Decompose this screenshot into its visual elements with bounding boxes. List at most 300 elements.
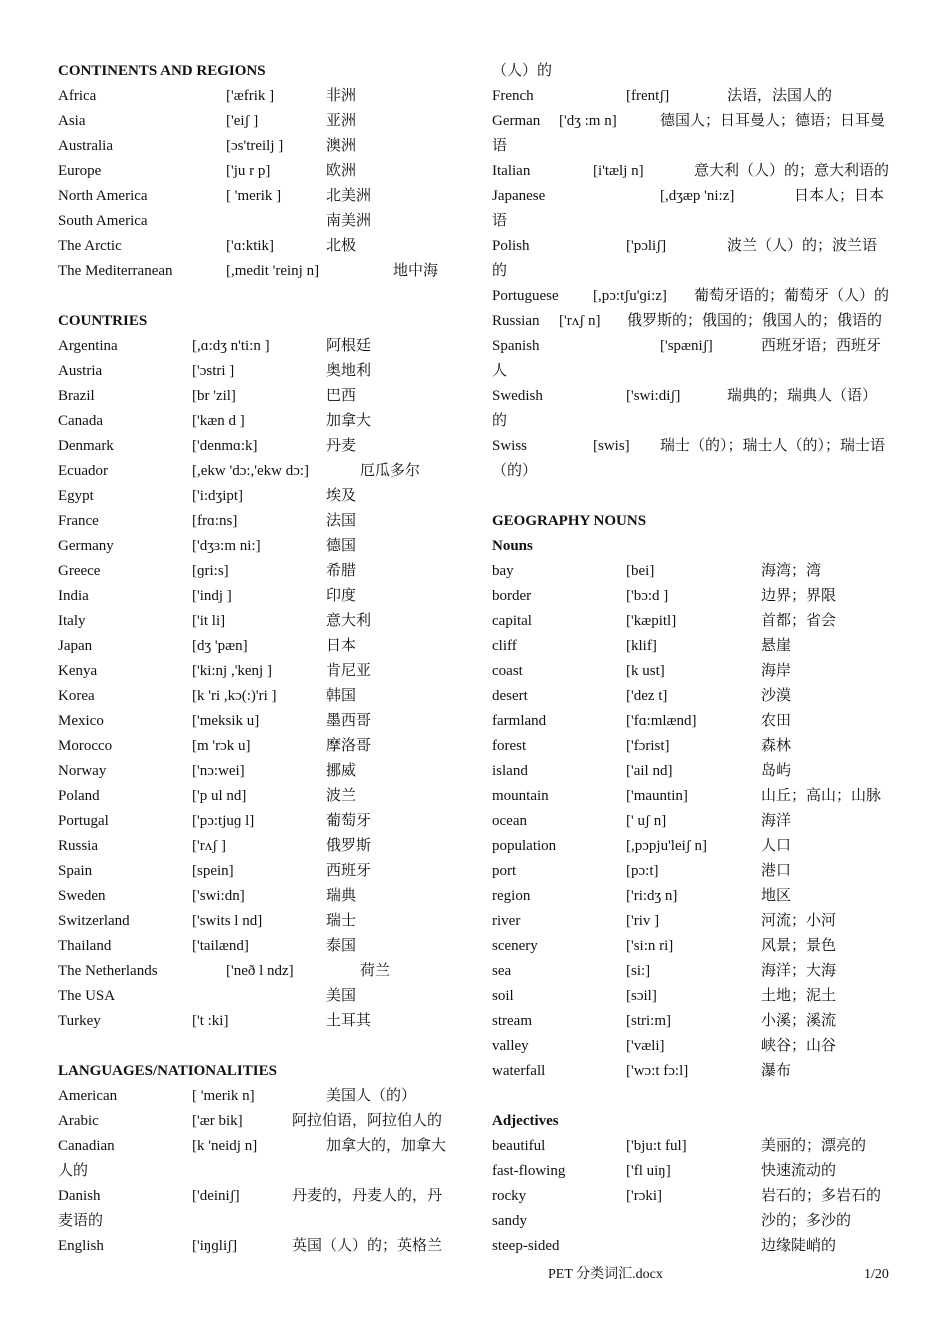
vocab-phonetic: [k ust]	[626, 663, 665, 679]
vocab-row-japan	[58, 634, 458, 659]
vocab-phonetic: ['it li]	[192, 613, 226, 629]
vocab-word: coast	[492, 663, 523, 679]
vocab-row-india	[58, 584, 458, 609]
vocab-phonetic: [m 'rɔk u]	[192, 738, 251, 754]
vocab-meaning: 森林	[761, 738, 792, 754]
vocab-row-austria	[58, 359, 458, 384]
vocab-phonetic: ['ki:nj ,'kenj ]	[192, 663, 272, 679]
vocab-meaning: 荷兰	[360, 963, 391, 979]
vocab-row	[492, 734, 894, 759]
vocab-phonetic: ['mauntin]	[626, 788, 688, 804]
vocab-meaning: 港口	[761, 863, 792, 879]
vocab-phonetic: ['iŋɡliʃ]	[192, 1238, 238, 1254]
vocab-phonetic: ['fɑ:mlænd]	[626, 713, 697, 729]
vocab-meaning: 瀑布	[761, 1063, 792, 1079]
vocab-row-canadian	[58, 1134, 458, 1159]
vocab-word: Germany	[58, 538, 114, 554]
vocab-word: The Netherlands	[58, 963, 158, 979]
vocab-word: rocky	[492, 1188, 527, 1204]
vocab-phonetic: ['deiniʃ]	[192, 1188, 240, 1204]
vocab-meaning: 岩石的；多岩石的	[761, 1188, 882, 1204]
vocab-meaning: 农田	[761, 713, 792, 729]
vocab-meaning: 墨西哥	[326, 713, 372, 729]
vocab-word: Arabic	[58, 1113, 99, 1129]
vocab-phonetic: ['swits l nd]	[192, 913, 263, 929]
vocab-word: Europe	[58, 163, 102, 179]
section-heading-countries: COUNTRIES	[58, 313, 148, 329]
vocab-meaning: 日本	[326, 638, 357, 654]
vocab-meaning: 美丽的；漂亮的	[761, 1138, 867, 1154]
vocab-phonetic: [klif]	[626, 638, 657, 654]
vocab-phonetic: ['ɔstri ]	[192, 363, 235, 379]
vocab-word: forest	[492, 738, 527, 754]
vocab-row	[492, 959, 894, 984]
vocab-row	[492, 1134, 894, 1159]
vocab-word: Danish	[58, 1188, 101, 1204]
vocab-row-poland	[58, 784, 458, 809]
vocab-row	[492, 584, 894, 609]
vocab-row-the-mediterranean	[58, 259, 458, 284]
vocab-row-portugal	[58, 809, 458, 834]
vocab-phonetic: [ 'merik n]	[192, 1088, 255, 1104]
vocab-meaning: 丹麦	[326, 438, 357, 454]
vocab-row-spanish	[492, 334, 894, 359]
vocab-meaning: 地区	[761, 888, 792, 904]
vocab-word: Mexico	[58, 713, 104, 729]
vocab-phonetic: ['væli]	[626, 1038, 665, 1054]
vocab-row-the-usa	[58, 984, 458, 1009]
subheading-adjectives: Adjectives	[492, 1113, 559, 1129]
vocab-phonetic: ['ri:dʒ n]	[626, 888, 678, 904]
vocab-row	[492, 1059, 894, 1084]
vocab-meaning: 摩洛哥	[326, 738, 372, 754]
vocab-word: farmland	[492, 713, 547, 729]
vocab-row-american	[58, 1084, 458, 1109]
vocab-meaning: 海洋	[761, 813, 792, 829]
vocab-phonetic: ['meksik u]	[192, 713, 260, 729]
vocab-phonetic: ['i:dʒipt]	[192, 488, 244, 504]
vocab-row-south-america	[58, 209, 458, 234]
vocab-meaning: 北美洲	[326, 188, 372, 204]
vocab-phonetic: [i'tælj n]	[593, 163, 644, 179]
vocab-row-kenya	[58, 659, 458, 684]
vocab-word: Swiss	[492, 438, 528, 454]
vocab-row-italy	[58, 609, 458, 634]
vocab-word: valley	[492, 1038, 529, 1054]
vocab-word: Morocco	[58, 738, 113, 754]
vocab-word: sandy	[492, 1213, 527, 1229]
vocab-phonetic: ['swi:dn]	[192, 888, 245, 904]
vocab-row-australia	[58, 134, 458, 159]
vocab-word: Turkey	[58, 1013, 101, 1029]
vocab-word: Sweden	[58, 888, 106, 904]
vocab-word: France	[58, 513, 99, 529]
vocab-phonetic: [si:]	[626, 963, 651, 979]
vocab-meaning: 葡萄牙语的；葡萄牙（人）的	[694, 288, 890, 304]
vocab-row-swedish-cont: 的	[492, 413, 508, 429]
vocab-meaning: 快速流动的	[761, 1163, 837, 1179]
vocab-phonetic: [k 'ri ,kɔ(:)'ri ]	[192, 688, 277, 704]
vocab-row-swiss-cont: （的）	[492, 463, 538, 479]
vocab-row-french	[492, 84, 894, 109]
vocab-meaning: 巴西	[326, 388, 357, 404]
vocab-row-korea	[58, 684, 458, 709]
vocab-meaning: 德国人；日耳曼人；德语；日耳曼	[660, 113, 886, 129]
vocab-row-norway	[58, 759, 458, 784]
vocab-meaning: 岛屿	[761, 763, 792, 779]
vocab-row	[492, 984, 894, 1009]
vocab-meaning: 印度	[326, 588, 357, 604]
vocab-row	[492, 1209, 894, 1234]
vocab-word: Brazil	[58, 388, 95, 404]
vocab-row-turkey	[58, 1009, 458, 1034]
vocab-phonetic: ['pɔliʃ]	[626, 238, 667, 254]
vocab-phonetic: ['denmɑ:k]	[192, 438, 258, 454]
vocab-phonetic: [swis]	[593, 438, 630, 454]
vocab-phonetic: ['ail nd]	[626, 763, 673, 779]
vocab-word: English	[58, 1238, 104, 1254]
vocab-meaning: 风景；景色	[761, 938, 837, 954]
vocab-row-danish-cont: 麦语的	[58, 1213, 104, 1229]
vocab-phonetic: ['rʌʃ n]	[559, 313, 601, 329]
vocab-meaning: 英国（人）的；英格兰	[292, 1238, 443, 1254]
vocab-meaning: 澳洲	[326, 138, 357, 154]
vocab-meaning: 加拿大	[326, 413, 372, 429]
vocab-row	[492, 834, 894, 859]
vocab-phonetic: ['pɔ:tjuɡ l]	[192, 813, 255, 829]
vocab-phonetic: ['spæniʃ]	[660, 338, 713, 354]
vocab-word: Australia	[58, 138, 113, 154]
vocab-word: Asia	[58, 113, 86, 129]
vocab-meaning: 奥地利	[326, 363, 372, 379]
vocab-word: Japanese	[492, 188, 546, 204]
vocab-word: cliff	[492, 638, 517, 654]
vocab-row-italian	[492, 159, 894, 184]
vocab-word: Japan	[58, 638, 93, 654]
vocab-phonetic: ['indj ]	[192, 588, 232, 604]
section-heading-continents: CONTINENTS AND REGIONS	[58, 63, 266, 79]
adjectives-list	[492, 1134, 894, 1259]
vocab-row-germany	[58, 534, 458, 559]
vocab-row-north-america	[58, 184, 458, 209]
vocab-meaning: 北极	[326, 238, 357, 254]
section-gap	[58, 284, 458, 309]
vocab-meaning: 肯尼亚	[326, 663, 372, 679]
vocab-row-spanish-cont: 人	[492, 363, 508, 379]
vocab-row-canadian-cont: 人的	[58, 1163, 89, 1179]
nouns-list	[492, 559, 894, 1084]
vocab-phonetic: ['p ul nd]	[192, 788, 247, 804]
vocab-row	[492, 1234, 894, 1259]
vocab-word: Spanish	[492, 338, 540, 354]
vocab-row-france	[58, 509, 458, 534]
vocab-phonetic: [k 'neidj n]	[192, 1138, 258, 1154]
vocab-meaning: 地中海	[393, 263, 439, 279]
vocab-word: South America	[58, 213, 148, 229]
vocab-meaning: 亚洲	[326, 113, 357, 129]
vocab-word: Korea	[58, 688, 95, 704]
vocab-meaning: 瑞典的；瑞典人（语）	[727, 388, 878, 404]
vocab-meaning: 欧洲	[326, 163, 357, 179]
vocab-word: Spain	[58, 863, 93, 879]
vocab-meaning: 海洋；大海	[761, 963, 837, 979]
vocab-word: Africa	[58, 88, 97, 104]
vocab-row-mexico	[58, 709, 458, 734]
vocab-meaning: 美国人（的）	[326, 1088, 417, 1104]
vocab-phonetic: [frentʃ]	[626, 88, 670, 104]
vocab-row-english	[58, 1234, 458, 1259]
vocab-phonetic: ['riv ]	[626, 913, 660, 929]
vocab-word: bay	[492, 563, 514, 579]
vocab-word: Italy	[58, 613, 86, 629]
vocab-meaning: 泰国	[326, 938, 357, 954]
vocab-word: French	[492, 88, 534, 104]
vocab-phonetic: [,ɑ:dʒ n'ti:n ]	[192, 338, 270, 354]
vocab-phonetic: [ɡri:s]	[192, 563, 229, 579]
vocab-word: Greece	[58, 563, 101, 579]
vocab-row-the-arctic	[58, 234, 458, 259]
vocab-row	[492, 659, 894, 684]
vocab-phonetic: ['bɔ:d ]	[626, 588, 669, 604]
vocab-row	[492, 559, 894, 584]
vocab-meaning: 波兰	[326, 788, 357, 804]
vocab-row-ecuador	[58, 459, 458, 484]
vocab-row-switzerland	[58, 909, 458, 934]
vocab-phonetic: ['bju:t ful]	[626, 1138, 687, 1154]
vocab-word: beautiful	[492, 1138, 546, 1154]
left-column	[58, 59, 458, 1259]
vocab-meaning: 海湾；湾	[761, 563, 822, 579]
vocab-phonetic: ['dez t]	[626, 688, 668, 704]
vocab-row	[492, 934, 894, 959]
vocab-row-japanese	[492, 184, 894, 209]
vocab-word: Switzerland	[58, 913, 130, 929]
vocab-row-russia	[58, 834, 458, 859]
subheading-nouns: Nouns	[492, 538, 533, 554]
vocab-phonetic: ['neð l ndz]	[226, 963, 294, 979]
vocab-phonetic: [dʒ 'pæn]	[192, 638, 248, 654]
vocab-meaning: 人口	[761, 838, 792, 854]
vocab-phonetic: ['ɑ:ktik]	[226, 238, 275, 254]
vocab-phonetic: [br 'zil]	[192, 388, 236, 404]
vocab-row-europe	[58, 159, 458, 184]
vocab-row-the-netherlands	[58, 959, 458, 984]
vocab-row-japanese-cont: 语	[492, 213, 508, 229]
vocab-meaning: 意大利	[326, 613, 372, 629]
vocab-phonetic: ['fɔrist]	[626, 738, 670, 754]
vocab-phonetic: [sɔil]	[626, 988, 657, 1004]
vocab-phonetic: ['t :ki]	[192, 1013, 229, 1029]
vocab-phonetic: ['kæn d ]	[192, 413, 245, 429]
vocab-word: Swedish	[492, 388, 543, 404]
vocab-word: stream	[492, 1013, 532, 1029]
vocab-meaning: 土地；泥土	[761, 988, 837, 1004]
vocab-phonetic: ['dʒɜ:m ni:]	[192, 538, 261, 554]
vocab-phonetic: ['si:n ri]	[626, 938, 674, 954]
vocab-phonetic: ['swi:diʃ]	[626, 388, 681, 404]
vocab-word: The Arctic	[58, 238, 122, 254]
vocab-row	[492, 609, 894, 634]
vocab-meaning: 西班牙	[326, 863, 372, 879]
vocab-phonetic: ['rɔki]	[626, 1188, 663, 1204]
vocab-meaning: 西班牙语；西班牙	[761, 338, 882, 354]
vocab-word: Italian	[492, 163, 531, 179]
vocab-word: soil	[492, 988, 514, 1004]
footer-page-number: 1/20	[864, 1267, 889, 1282]
vocab-word: The Mediterranean	[58, 263, 173, 279]
vocab-row	[492, 1009, 894, 1034]
vocab-word: desert	[492, 688, 528, 704]
vocab-meaning: 德国	[326, 538, 357, 554]
vocab-row-english-cont: （人）的	[492, 63, 553, 79]
vocab-row-canada	[58, 409, 458, 434]
vocab-phonetic: [spein]	[192, 863, 234, 879]
vocab-row	[492, 909, 894, 934]
vocab-word: port	[492, 863, 517, 879]
vocab-phonetic: ['wɔ:t fɔ:l]	[626, 1063, 689, 1079]
vocab-meaning: 沙的；多沙的	[761, 1213, 852, 1229]
vocab-row	[492, 859, 894, 884]
vocab-phonetic: ['æfrik ]	[226, 88, 275, 104]
vocab-word: region	[492, 888, 531, 904]
vocab-word: Polish	[492, 238, 530, 254]
section-gap	[492, 1084, 894, 1109]
vocab-word: Thailand	[58, 938, 112, 954]
vocab-meaning: 厄瓜多尔	[360, 463, 421, 479]
vocab-phonetic: [,medit 'reinj n]	[226, 263, 320, 279]
footer-filename: PET 分类词汇.docx	[548, 1267, 663, 1282]
vocab-meaning: 埃及	[326, 488, 357, 504]
vocab-meaning: 丹麦的，丹麦人的，丹	[292, 1188, 443, 1204]
vocab-word: steep-sided	[492, 1238, 560, 1254]
vocab-meaning: 悬崖	[761, 638, 792, 654]
right-column	[492, 59, 894, 1259]
vocab-meaning: 挪威	[326, 763, 357, 779]
section-heading-languages: LANGUAGES/NATIONALITIES	[58, 1063, 277, 1079]
vocab-phonetic: ['rʌʃ ]	[192, 838, 226, 854]
vocab-row-morocco	[58, 734, 458, 759]
vocab-word: mountain	[492, 788, 549, 804]
vocab-row-swedish	[492, 384, 894, 409]
vocab-row	[492, 759, 894, 784]
vocab-meaning: 小溪；溪流	[761, 1013, 837, 1029]
vocab-word: Norway	[58, 763, 107, 779]
vocab-word: Poland	[58, 788, 100, 804]
vocab-phonetic: ['ær bik]	[192, 1113, 243, 1129]
vocab-meaning: 加拿大的，加拿大	[326, 1138, 447, 1154]
vocab-row	[492, 634, 894, 659]
vocab-row-german	[492, 109, 894, 134]
vocab-word: island	[492, 763, 528, 779]
vocab-meaning: 阿根廷	[326, 338, 372, 354]
vocab-word: North America	[58, 188, 148, 204]
vocab-meaning: 俄罗斯	[326, 838, 372, 854]
vocab-word: American	[58, 1088, 118, 1104]
vocab-row	[492, 1034, 894, 1059]
vocab-phonetic: [' uʃ n]	[626, 813, 667, 829]
vocab-meaning: 俄罗斯的；俄国的；俄国人的；俄语的	[627, 313, 883, 329]
vocab-word: Canadian	[58, 1138, 115, 1154]
vocab-word: scenery	[492, 938, 538, 954]
vocab-phonetic: [stri:m]	[626, 1013, 671, 1029]
vocab-word: fast-flowing	[492, 1163, 566, 1179]
vocab-row-asia	[58, 109, 458, 134]
section-gap	[492, 484, 894, 509]
vocab-phonetic: [ɔs'treilj ]	[226, 138, 284, 154]
vocab-phonetic: ['kæpitl]	[626, 613, 677, 629]
vocab-row-africa	[58, 84, 458, 109]
vocab-meaning: 非洲	[326, 88, 357, 104]
vocab-meaning: 意大利（人）的；意大利语的	[694, 163, 890, 179]
vocab-word: Ecuador	[58, 463, 108, 479]
vocab-word: border	[492, 588, 532, 604]
vocab-word: India	[58, 588, 89, 604]
vocab-word: German	[492, 113, 541, 129]
vocab-phonetic: [,dʒæp 'ni:z]	[660, 188, 735, 204]
vocab-row-swiss	[492, 434, 894, 459]
vocab-row-greece	[58, 559, 458, 584]
vocab-meaning: 法语，法国人的	[727, 88, 833, 104]
vocab-meaning: 瑞士（的）；瑞士人（的）；瑞士语	[660, 438, 886, 454]
vocab-phonetic: [frɑ:ns]	[192, 513, 238, 529]
vocab-word: Portuguese	[492, 288, 559, 304]
vocab-meaning: 边界；界限	[761, 588, 837, 604]
section-gap	[58, 1034, 458, 1059]
vocab-row-denmark	[58, 434, 458, 459]
vocab-meaning: 希腊	[326, 563, 357, 579]
vocab-word: Egypt	[58, 488, 94, 504]
vocab-row-sweden	[58, 884, 458, 909]
vocab-row-german-cont: 语	[492, 138, 508, 154]
vocab-meaning: 美国	[326, 988, 357, 1004]
vocab-row-thailand	[58, 934, 458, 959]
vocab-row	[492, 684, 894, 709]
vocab-phonetic: ['dʒ :m n]	[559, 113, 617, 129]
vocab-phonetic: ['ju r p]	[226, 163, 271, 179]
vocab-meaning: 日本人；日本	[794, 188, 885, 204]
vocab-row-polish	[492, 234, 894, 259]
vocab-word: Austria	[58, 363, 103, 379]
vocab-row-egypt	[58, 484, 458, 509]
vocab-meaning: 沙漠	[761, 688, 792, 704]
vocab-word: sea	[492, 963, 512, 979]
vocab-phonetic: ['fl uiŋ]	[626, 1163, 671, 1179]
vocab-meaning: 瑞典	[326, 888, 357, 904]
vocab-word: capital	[492, 613, 532, 629]
vocab-word: river	[492, 913, 521, 929]
vocab-row	[492, 809, 894, 834]
section-heading-geography: GEOGRAPHY NOUNS	[492, 513, 647, 529]
vocab-word: Argentina	[58, 338, 118, 354]
vocab-word: Russia	[58, 838, 99, 854]
vocab-meaning: 河流；小河	[761, 913, 837, 929]
vocab-meaning: 波兰（人）的；波兰语	[727, 238, 878, 254]
vocab-phonetic: [ 'merik ]	[226, 188, 282, 204]
vocab-row-brazil	[58, 384, 458, 409]
vocab-row-russian	[492, 309, 894, 334]
vocab-phonetic: [,pɔ:tʃu'ɡi:z]	[593, 288, 667, 304]
vocab-phonetic: [pɔ:t]	[626, 863, 659, 879]
vocab-word: Denmark	[58, 438, 114, 454]
vocab-word: Kenya	[58, 663, 98, 679]
vocab-word: waterfall	[492, 1063, 546, 1079]
vocab-row	[492, 1184, 894, 1209]
vocab-row-danish	[58, 1184, 458, 1209]
vocab-word: Portugal	[58, 813, 109, 829]
vocab-word: Russian	[492, 313, 540, 329]
vocab-word: Canada	[58, 413, 103, 429]
vocab-word: The USA	[58, 988, 116, 1004]
